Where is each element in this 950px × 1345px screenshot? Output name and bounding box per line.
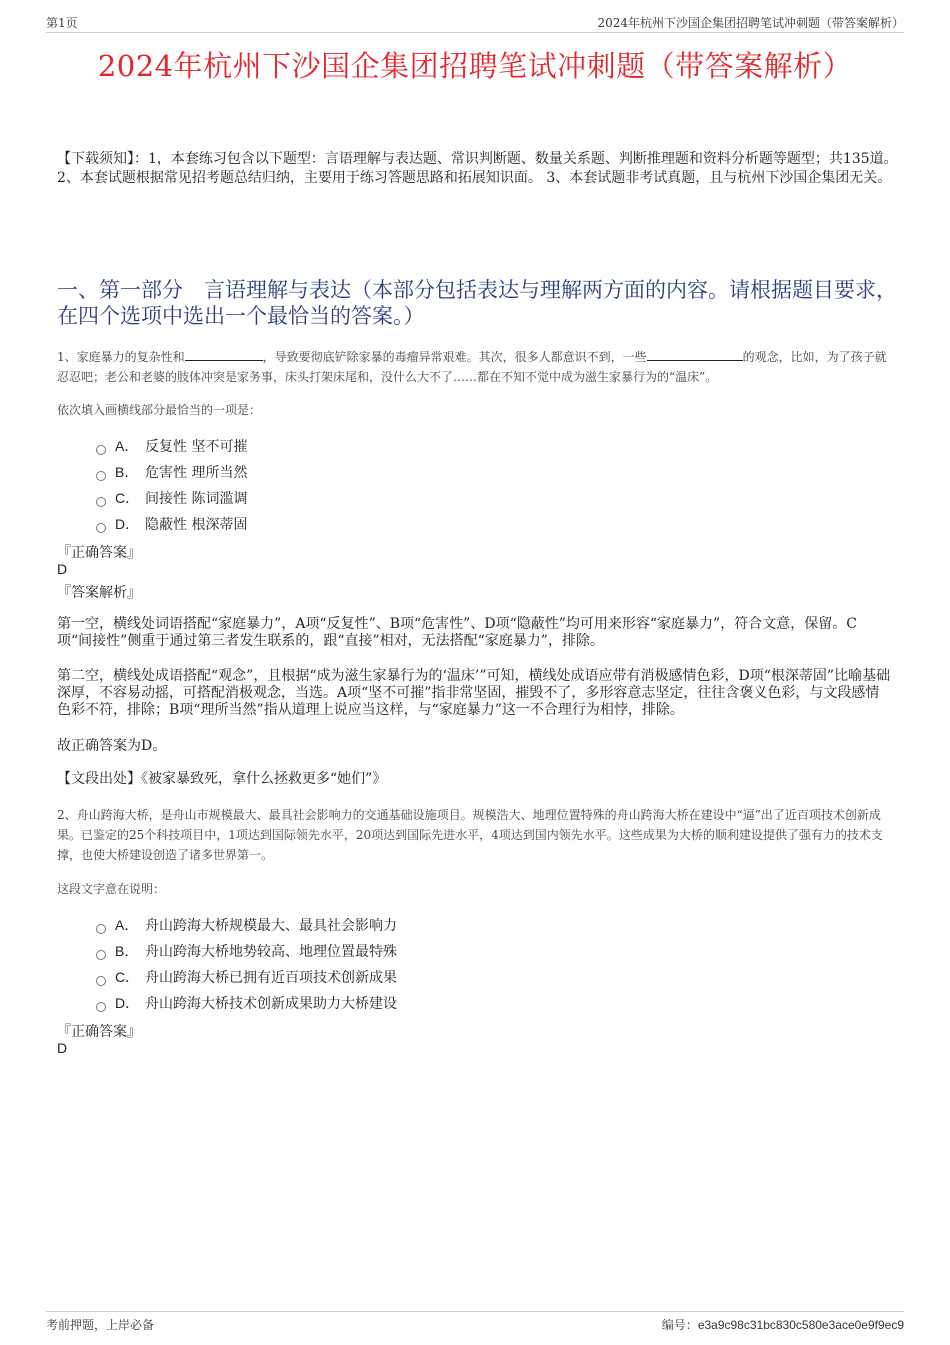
- correct-answer: D: [57, 1040, 68, 1056]
- page-footer: [46, 1311, 904, 1332]
- analysis-conclusion: 故正确答案为D。: [57, 738, 167, 754]
- option-text: 舟山跨海大桥已拥有近百项技术创新成果: [145, 970, 397, 986]
- fill-blank-2: [647, 348, 743, 361]
- code-value: e3a9c98c31bc830c580e3ace0e9f9ec9: [697, 1318, 904, 1332]
- radio-button[interactable]: [96, 950, 106, 960]
- analysis-paragraph-2: 第二空，横线处成语搭配“观念”，且根据“成为滋生家暴行为的‘温床’”可知，横线处成语应带有消极感情色彩，D项“根深蒂固”比喻基础深厚，不容易动摇，可搭配消极观念，当选。A项“坚不可摧”指非常坚固，摧毁不了，多形容意志坚定，往往含褒义色彩，与文段感情色彩不符，排除；B项“理所当然”指从道理上说应当这样，与“家庭暴力”这一不合理行为相悖，排除。: [57, 668, 891, 718]
- header-doc-title: 2024年杭州下沙国企集团招聘笔试冲刺题（带答案解析）: [597, 16, 904, 30]
- question-1-prompt: 依次填入画横线部分最恰当的一项是：: [57, 403, 262, 417]
- page-number: 第1页: [46, 16, 78, 30]
- document-title: 2024年杭州下沙国企集团招聘笔试冲刺题（带答案解析）: [97, 49, 853, 83]
- option-text: 隐蔽性 根深蒂固: [145, 517, 248, 533]
- question-1-stem: [57, 347, 897, 387]
- option-text: 反复性 坚不可摧: [145, 439, 248, 455]
- q1-stem-part2: ，导致要彻底铲除家暴的毒瘤异常艰难。其次，很多人都意识不到，一些: [262, 350, 647, 364]
- footer-slogan: 考前押题，上岸必备: [46, 1318, 155, 1332]
- document-code: [662, 1316, 904, 1333]
- option-text: 舟山跨海大桥技术创新成果助力大桥建设: [145, 996, 397, 1012]
- option-letter: D．: [115, 995, 140, 1011]
- option-text: 舟山跨海大桥地势较高、地理位置最特殊: [145, 944, 397, 960]
- correct-answer-label: 『正确答案』: [57, 545, 141, 561]
- option-text: 舟山跨海大桥规模最大、最具社会影响力: [145, 918, 397, 934]
- question-2-stem: 2、舟山跨海大桥，是舟山市规模最大、最具社会影响力的交通基础设施项目。规模浩大、地理位置特殊的舟山跨海大桥在建设中“逼”出了近百项技术创新成果。已鉴定的25个科技项目中，1项达到国际领先水平，20项达到国际先进水平，4项达到国内领先水平。这些成果为大桥的顺利建设提供了强有力的技术支撑，也使大桥建设创造了诸多世界第一。: [57, 808, 883, 862]
- radio-button[interactable]: [96, 445, 106, 455]
- radio-button[interactable]: [96, 924, 106, 934]
- fill-blank-1: [185, 348, 263, 361]
- option-text: 间接性 陈词滥调: [145, 491, 248, 507]
- download-notice: 【下载须知】：1，本套练习包含以下题型：言语理解与表达题、常识判断题、数量关系题、判断推理题和资料分析题等题型；共135道。 2、本套试题根据常见招考题总结归纳，主要用于练习答题思路和拓展知识面。 3、本套试题非考试真题，且与杭州下沙国企集团无关。: [57, 151, 898, 186]
- section-heading: 一、第一部分 言语理解与表达（本部分包括表达与理解两方面的内容。请根据题目要求，在四个选项中选出一个最恰当的答案。）: [57, 278, 897, 328]
- radio-button[interactable]: [96, 976, 106, 986]
- code-label: 编号：: [661, 1318, 698, 1332]
- q1-stem-part1: 1、家庭暴力的复杂性和: [57, 350, 185, 364]
- q1-stem-part3: 的观念，比如，为了孩子就忍忍吧；老公和老婆的肢体冲突是家务事，床头打架床尾和，没什么大不了……都在不知不觉中成为滋生家暴行为的“温床”。: [57, 350, 887, 384]
- analysis-label: 『答案解析』: [57, 585, 141, 601]
- radio-button[interactable]: [96, 1002, 106, 1012]
- option-letter: B．: [115, 943, 139, 959]
- option-letter: A．: [115, 917, 139, 933]
- radio-button[interactable]: [96, 471, 106, 481]
- option-letter: D．: [115, 516, 140, 532]
- option-letter: C．: [115, 490, 140, 506]
- radio-button[interactable]: [96, 523, 106, 533]
- question-2-prompt: 这段文字意在说明：: [57, 882, 166, 896]
- radio-button[interactable]: [96, 497, 106, 507]
- page-header: [46, 14, 904, 33]
- analysis-paragraph-1: 第一空，横线处词语搭配“家庭暴力”，A项“反复性”、B项“危害性”、D项“隐蔽性”均可用来形容“家庭暴力”，符合文意，保留。C项“间接性”侧重于通过第三者发生联系的，跟“直接”相对，无法搭配“家庭暴力”，排除。: [57, 616, 857, 649]
- passage-source: 【文段出处】《被家暴致死，拿什么拯救更多“她们”》: [57, 771, 387, 787]
- option-text: 危害性 理所当然: [145, 465, 248, 481]
- correct-answer: D: [57, 561, 68, 577]
- option-letter: A．: [115, 438, 139, 454]
- correct-answer-label: 『正确答案』: [57, 1024, 141, 1040]
- option-letter: C．: [115, 969, 140, 985]
- option-letter: B．: [115, 464, 139, 480]
